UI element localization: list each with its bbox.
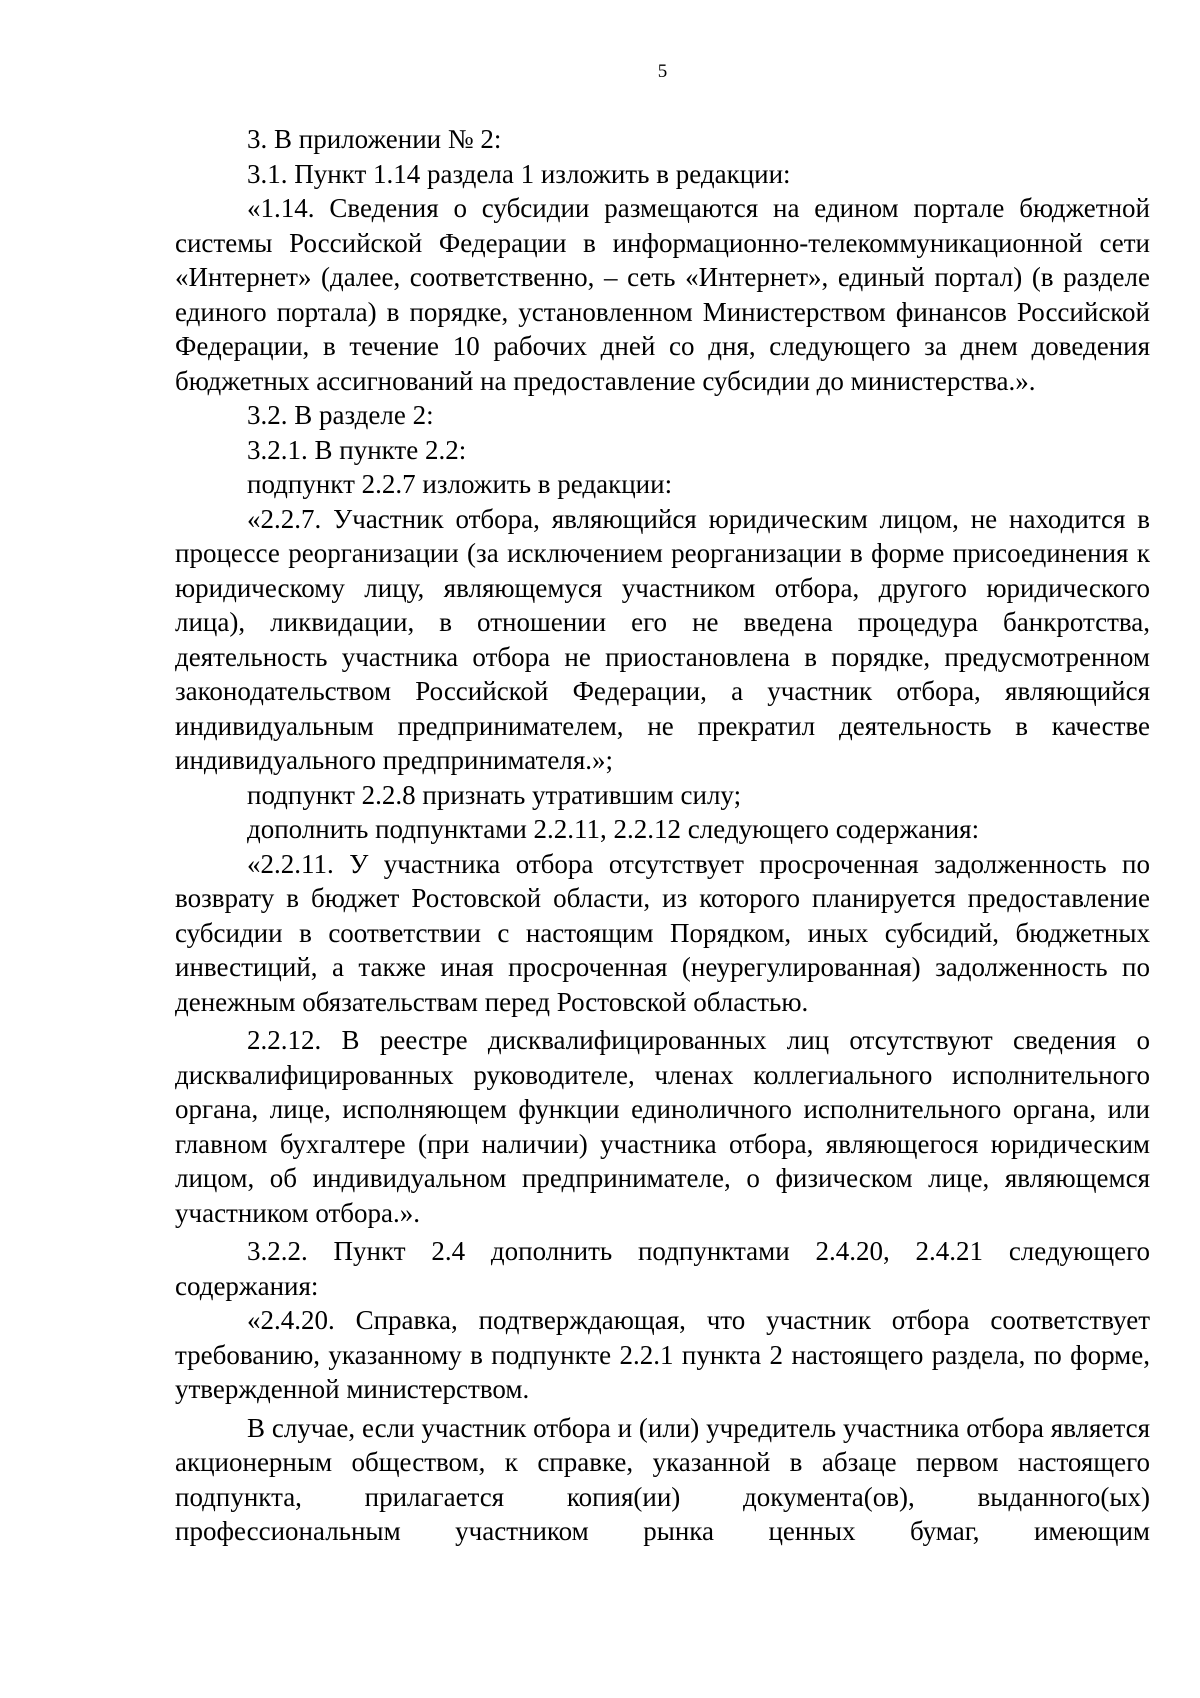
document-page — [175, 60, 1150, 1660]
paragraph-subitem-2-2-7-intro: подпункт 2.2.7 изложить в редакции: — [247, 469, 673, 499]
paragraph-2-2-7-text: «2.2.7. Участник отбора, являющийся юридическим лицом, не находится в процессе реорганизации (за исключением реорганизации в форме присоединения к юридическому лицу, являющемуся участником отбора, другого юридического лица), ликвидации, в отношении его не введена процедура банкротства, деятельность участника отбора не приостановлена в порядке, предусмотренном законодательством Российской Федерации, а участник отбора, являющийся индивидуальным предпринимателем, не прекратил деятельность в качестве индивидуального предпринимателя.»; — [175, 503, 1150, 775]
paragraph-add-subitems: дополнить подпунктами 2.2.11, 2.2.12 следующего содержания: — [247, 814, 980, 844]
paragraph-joint-stock-case: В случае, если участник отбора и (или) учредитель участника отбора является акционерным обществом, к справке, указанной в абзаце первом настоящего подпункта, прилагается копия(ии) документа(ов), выданного(ых) профессиональным участником рынка ценных бумаг, имеющим — [175, 1412, 1150, 1546]
paragraph-3-2-1: 3.2.1. В пункте 2.2: — [247, 434, 467, 465]
paragraph-appendix-2: 3. В приложении № 2: — [247, 124, 502, 154]
page-number: 5 — [657, 61, 668, 82]
paragraph-3-1: 3.1. Пункт 1.14 раздела 1 изложить в редакции: — [247, 158, 791, 189]
paragraph-2-2-12-text: 2.2.12. В реестре дисквалифицированных лиц отсутствуют сведения о дисквалифицированных руководителе, членах коллегиального исполнительного органа, лице, исполняющем функции единоличного исполнительного органа, или главном бухгалтере (при наличии) участника отбора, являющегося юридическим лицом, об индивидуальном предпринимателе, о физическом лице, являющемся участником отбора.». — [175, 1025, 1150, 1228]
paragraph-2-4-20-text: «2.4.20. Справка, подтверждающая, что участник отбора соответствует требованию, указанному в подпункте 2.2.1 пункта 2 настоящего раздела, по форме, утвержденной министерством. — [175, 1305, 1150, 1404]
paragraph-subitem-2-2-8: подпункт 2.2.8 признать утратившим силу; — [247, 779, 742, 810]
paragraph-3-2-2: 3.2.2. Пункт 2.4 дополнить подпунктами 2.4.20, 2.4.21 следующего содержания: — [175, 1236, 1150, 1301]
paragraph-3-2: 3.2. В разделе 2: — [247, 400, 434, 430]
paragraph-2-2-11-text: «2.2.11. У участника отбора отсутствует просроченная задолженность по возврату в бюджет Ростовской области, из которого планируется предоставление субсидии в соответствии с настоящим Порядком, иных субсидий, бюджетных инвестиций, а также иная просроченная (неурегулированная) задолженность по денежным обязательствам перед Ростовской областью. — [175, 848, 1150, 1017]
paragraph-1-14-text: «1.14. Сведения о субсидии размещаются на едином портале бюджетной системы Российской Федерации в информационно-телекоммуникационной сети «Интернет» (далее, соответственно, – сеть «Интернет», единый портал) (в разделе единого портала) в порядке, установленном Министерством финансов Российской Федерации, в течение 10 рабочих дней со дня, следующего за днем доведения бюджетных ассигнований на предоставление субсидии до министерства.». — [175, 193, 1150, 396]
